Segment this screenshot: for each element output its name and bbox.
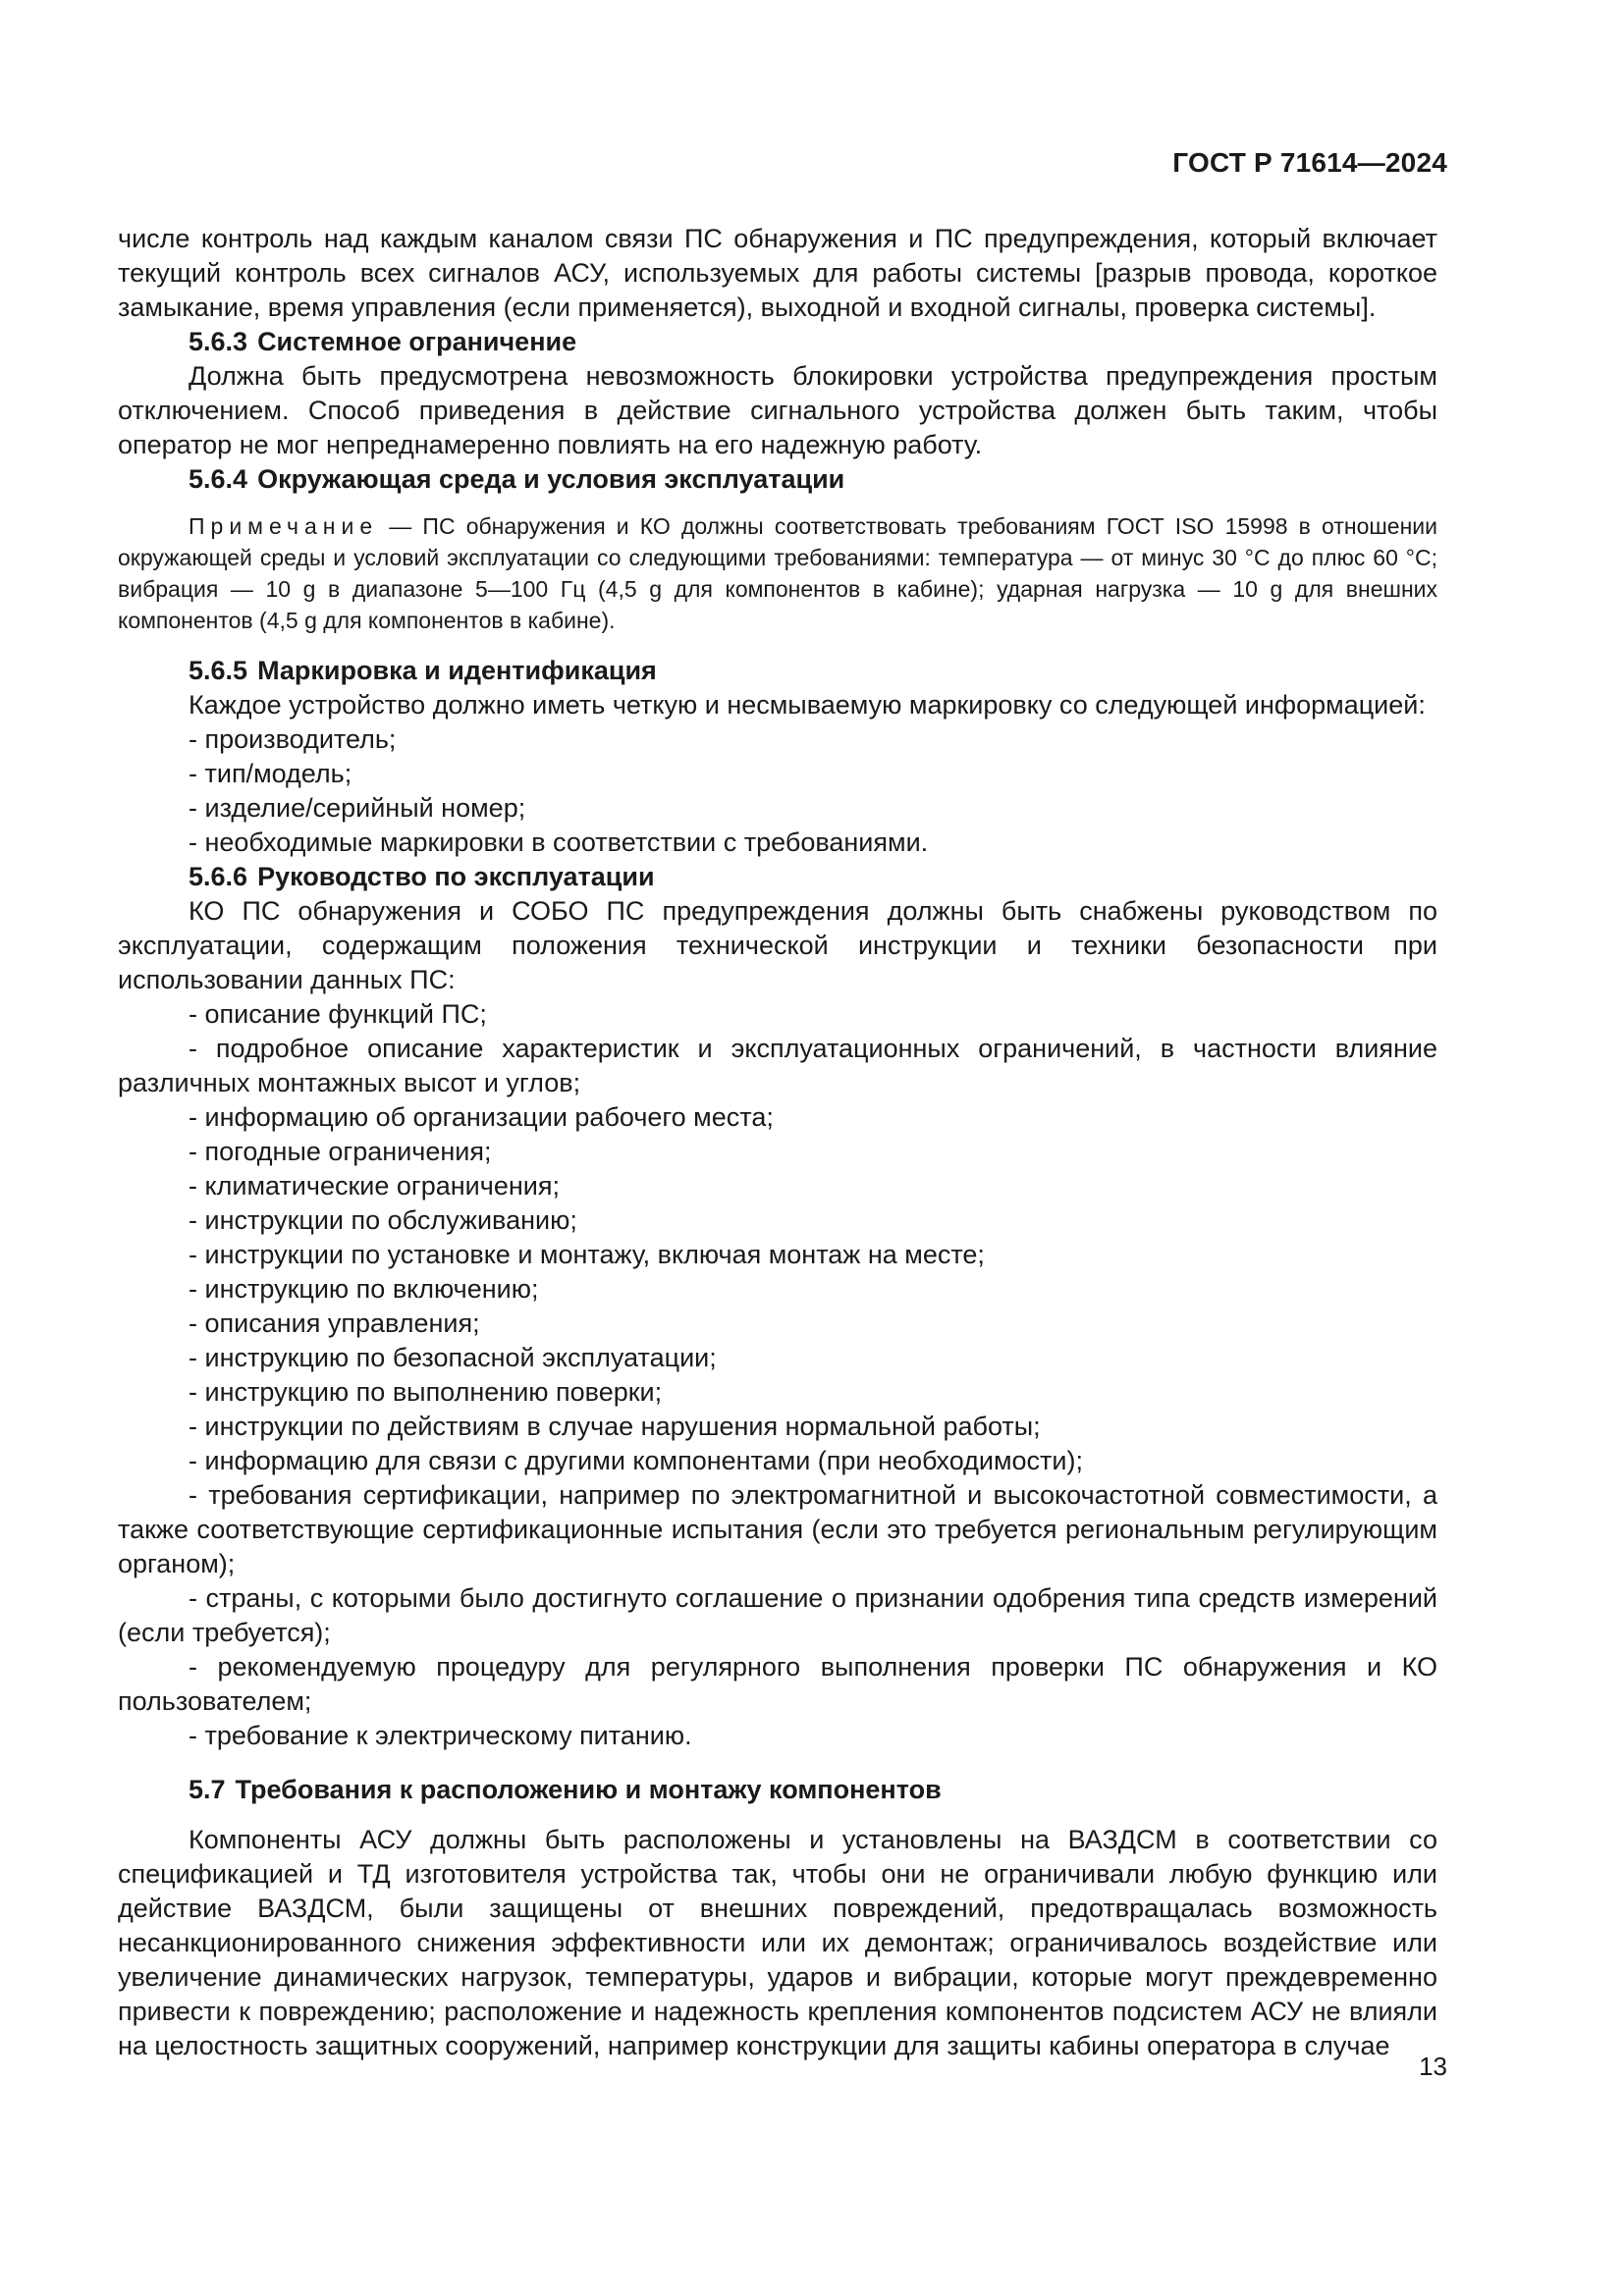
section-title: Системное ограничение <box>257 327 577 356</box>
page-number: 13 <box>1419 2052 1447 2081</box>
list-item: - инструкцию по выполнению поверки; <box>189 1377 663 1407</box>
list-item: - изделие/серийный номер; <box>189 793 526 823</box>
section-title: Требования к расположению и монтажу компонентов <box>235 1775 942 1804</box>
section-5-6-5-heading <box>118 654 1437 688</box>
section-number: 5.7 <box>189 1775 226 1804</box>
section-5-6-3-paragraph: Должна быть предусмотрена невозможность блокировки устройства предупреждения простым отключением. Способ приведения в действие сигнального устройства должен быть таким, чтобы оператор не мог непреднамеренно повлиять на его надежную работу. <box>118 361 1437 459</box>
section-title: Маркировка и идентификация <box>257 656 657 685</box>
list-item: - необходимые маркировки в соответствии с требованиями. <box>189 828 929 857</box>
section-number: 5.6.3 <box>189 327 248 356</box>
list-item: - климатические ограничения; <box>189 1171 560 1201</box>
section-number: 5.6.6 <box>189 862 248 891</box>
note-label: Примечание <box>189 513 379 539</box>
section-5-6-4-heading <box>118 462 1437 497</box>
section-5-6-6-paragraph: КО ПС обнаружения и СОБО ПС предупреждения должны быть снабжены руководством по эксплуатации, содержащим положения технической инструкции и техники безопасности при использовании данных ПС: <box>118 896 1437 994</box>
section-5-6-3-heading <box>118 325 1437 359</box>
list-item: - погодные ограничения; <box>189 1137 492 1166</box>
note-text: — ПС обнаружения и КО должны соответствовать требованиям ГОСТ ISO 15998 в отношении окружающей среды и условий эксплуатации со следующими требованиями: температура — от минус 30 °С до плюс 60 °С; вибрация — 10 g в диапазоне 5—100 Гц (4,5 g для компонентов в кабине); ударная нагрузка — 10 g для внешних компонентов (4,5 g для компонентов в кабине). <box>118 513 1437 633</box>
list-item: - информацию для связи с другими компонентами (при необходимости); <box>189 1446 1083 1475</box>
section-5-7-paragraph: Компоненты АСУ должны быть расположены и установлены на ВАЗДСМ в соответствии со спецификацией и ТД изготовителя устройства так, чтобы они не ограничивали любую функцию или действие ВАЗДСМ, были защищены от внешних повреждений, предотвращалась возможность несанкционированного снижения эффективности или их демонтаж; ограничивалось воздействие или увеличение динамических нагрузок, температуры, ударов и вибрации, которые могут преждевременно привести к повреждению; расположение и надежность крепления компонентов подсистем АСУ не влияли на целостность защитных сооружений, например конструкции для защиты кабины оператора в случае <box>118 1825 1437 2060</box>
section-title: Окружающая среда и условия эксплуатации <box>257 464 845 494</box>
list-item: - инструкции по установке и монтажу, включая монтаж на месте; <box>189 1240 985 1269</box>
marking-info-list <box>118 722 1437 860</box>
section-title: Руководство по эксплуатации <box>257 862 655 891</box>
section-5-6-5-paragraph: Каждое устройство должно иметь четкую и несмываемую маркировку со следующей информацией: <box>189 690 1426 720</box>
list-item: - описание функций ПС; <box>189 999 487 1029</box>
section-5-6-6-heading <box>118 860 1437 894</box>
document-code-header: ГОСТ Р 71614—2024 <box>1172 147 1447 178</box>
list-item: - подробное описание характеристик и эксплуатационных ограничений, в частности влияние различных монтажных высот и углов; <box>118 1034 1437 1097</box>
list-item: - производитель; <box>189 724 397 754</box>
list-item: - информацию об организации рабочего места; <box>189 1102 774 1132</box>
list-item: - инструкцию по безопасной эксплуатации; <box>189 1343 717 1372</box>
list-item: - инструкции по обслуживанию; <box>189 1205 577 1235</box>
list-item: - рекомендуемую процедуру для регулярного выполнения проверки ПС обнаружения и КО пользователем; <box>118 1652 1437 1716</box>
manual-contents-list <box>118 997 1437 1753</box>
list-item: - инструкции по действиям в случае нарушения нормальной работы; <box>189 1412 1041 1441</box>
page-body <box>118 222 1437 2063</box>
section-number: 5.6.5 <box>189 656 248 685</box>
list-item: - страны, с которыми было достигнуто соглашение о признании одобрения типа средств измерений (если требуется); <box>118 1583 1437 1647</box>
list-item: - инструкцию по включению; <box>189 1274 539 1304</box>
section-number: 5.6.4 <box>189 464 248 494</box>
list-item: - тип/модель; <box>189 759 352 788</box>
intro-continuation-paragraph: числе контроль над каждым каналом связи ПС обнаружения и ПС предупреждения, который включает текущий контроль всех сигналов АСУ, используемых для работы системы [разрыв провода, короткое замыкание, время управления (если применяется), выходной и входной сигналы, проверка системы]. <box>118 224 1437 322</box>
list-item: - требования сертификации, например по электромагнитной и высокочастотной совместимости, а также соответствующие сертификационные испытания (если это требуется региональным регулирующим органом); <box>118 1480 1437 1578</box>
list-item: - требование к электрическому питанию. <box>189 1721 692 1750</box>
list-item: - описания управления; <box>189 1308 480 1338</box>
section-5-7-heading <box>118 1773 1437 1807</box>
section-5-6-4-note <box>118 510 1437 636</box>
